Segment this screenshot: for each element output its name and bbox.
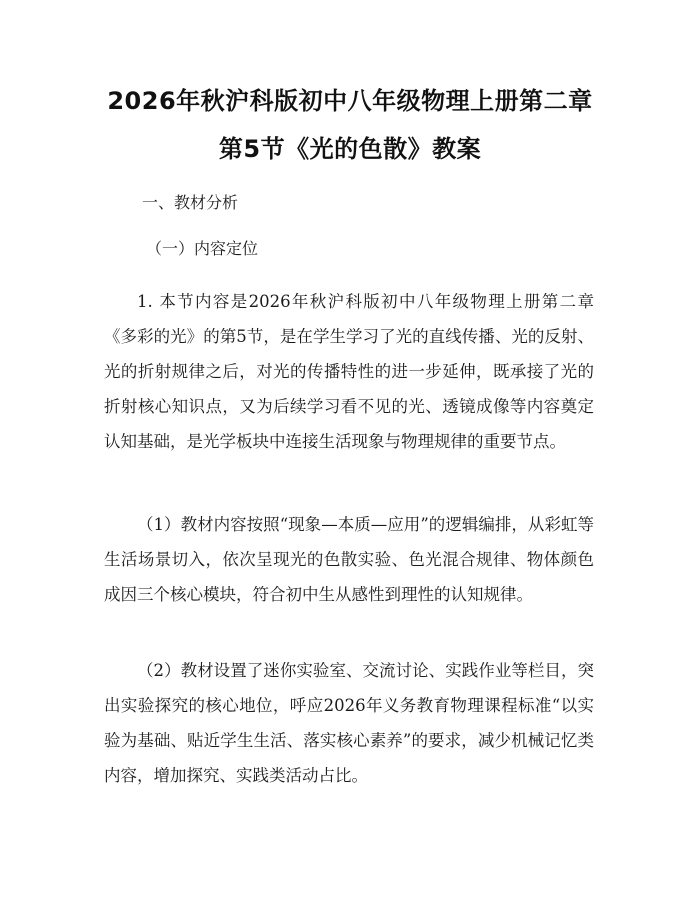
document-title-line-2: 第5节《光的色散》教案	[218, 135, 482, 163]
subsection-heading: （一）内容定位	[146, 239, 259, 258]
paragraph-content-position: 1. 本节内容是2026年秋沪科版初中八年级物理上册第二章《多彩的光》的第5节，是在学生学习了光的直线传播、光的反射、光的折射规律之后，对光的传播特性的进一步延伸，既承接了光的折射核心知识点，又为后续学习看不见的光、透镜成像等内容奠定认知基础，是光学板块中连接生活现象与物理规律的重要节点。	[104, 292, 594, 451]
paragraph-content-columns: （2）教材设置了迷你实验室、交流讨论、实践作业等栏目，突出实验探究的核心地位，呼应2026年义务教育物理课程标准“以实验为基础、贴近学生生活、落实核心素养”的要求，减少机械记忆类内容，增加探究、实践类活动占比。	[104, 661, 594, 785]
document-title-line-1: 2026年秋沪科版初中八年级物理上册第二章	[107, 87, 593, 115]
paragraph-content-structure: （1）教材内容按照“现象—本质—应用”的逻辑编排，从彩虹等生活场景切入，依次呈现光的色散实验、色光混合规律、物体颜色成因三个核心模块，符合初中生从感性到理性的认知规律。	[104, 515, 594, 604]
section-heading: 一、教材分析	[142, 193, 239, 212]
